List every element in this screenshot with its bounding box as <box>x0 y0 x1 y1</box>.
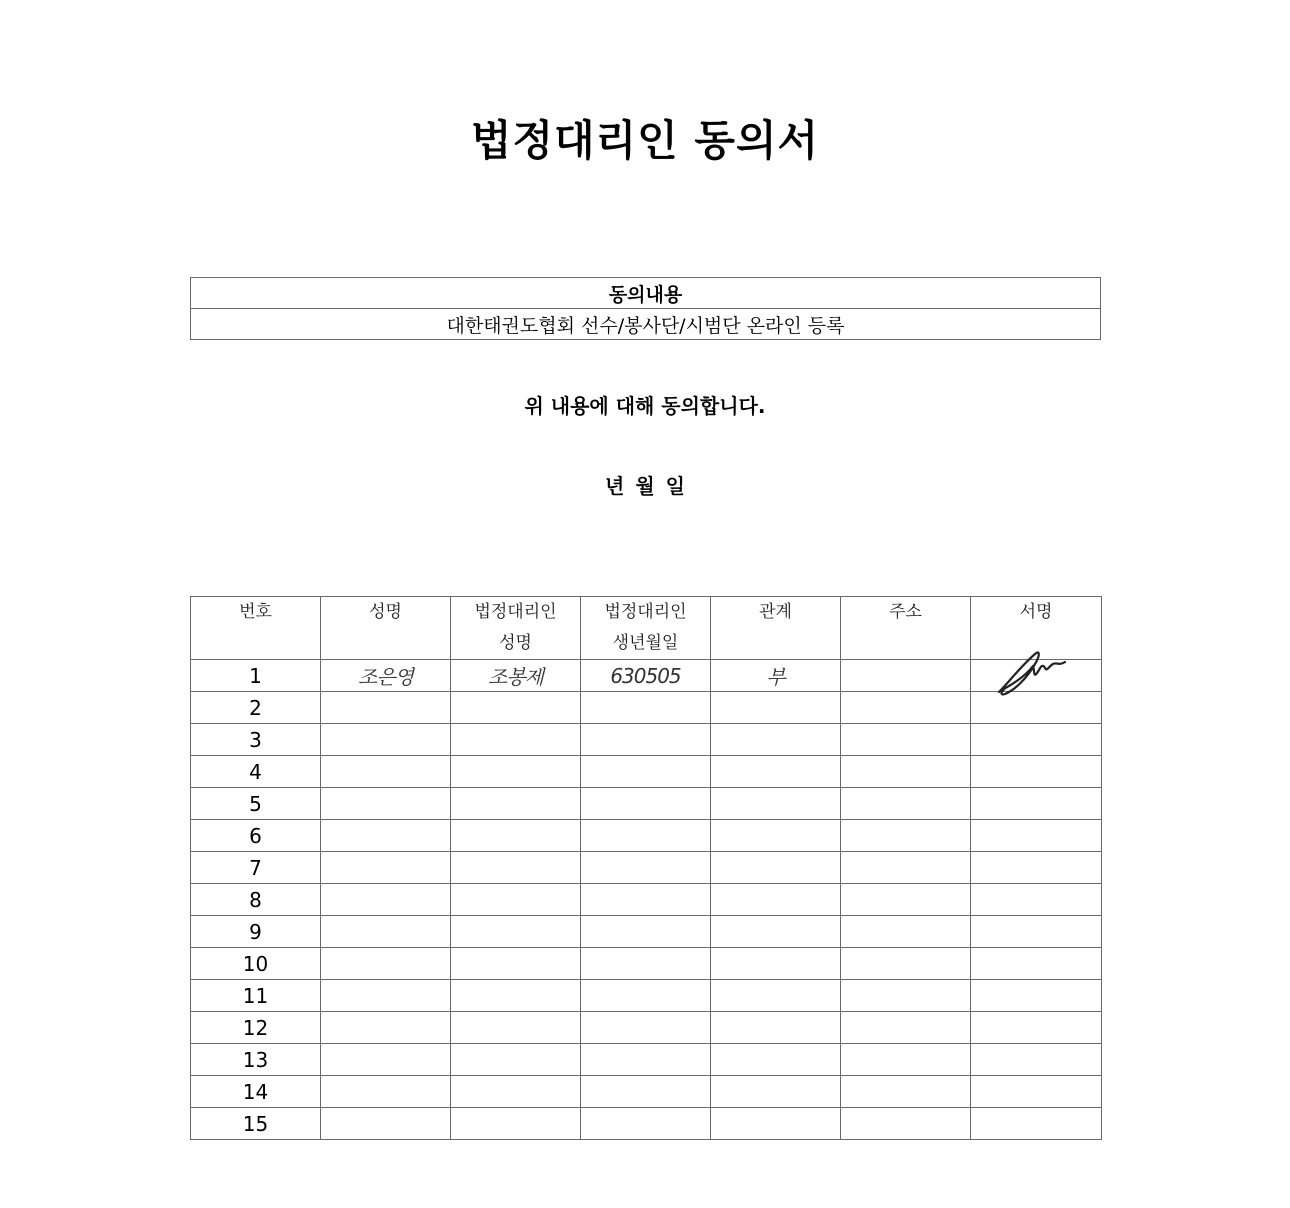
address-cell <box>841 660 971 692</box>
table-header-row <box>191 597 1102 660</box>
address-cell <box>841 1108 971 1140</box>
row-number: 12 <box>191 1012 321 1044</box>
signature-cell <box>971 1044 1102 1076</box>
guardian-birth-cell <box>581 724 711 756</box>
table-row <box>191 1012 1102 1044</box>
guardian-name-cell <box>451 1012 581 1044</box>
page-title: 법정대리인 동의서 <box>470 116 820 165</box>
guardian-name-cell <box>451 1044 581 1076</box>
header-guardian-name: 법정대리인 성명 <box>451 597 581 660</box>
signature-cell <box>971 820 1102 852</box>
guardian-name-cell <box>451 724 581 756</box>
guardian-name-cell <box>451 820 581 852</box>
table-row <box>191 820 1102 852</box>
table-row <box>191 1076 1102 1108</box>
name-cell <box>321 820 451 852</box>
signature-cell <box>971 788 1102 820</box>
relation-cell <box>711 948 841 980</box>
address-cell <box>841 980 971 1012</box>
table-row <box>191 884 1102 916</box>
name-cell <box>321 1076 451 1108</box>
guardian-birth-cell <box>581 692 711 724</box>
guardian-name-cell <box>451 852 581 884</box>
row-number: 14 <box>191 1076 321 1108</box>
address-cell <box>841 756 971 788</box>
signature-cell <box>971 980 1102 1012</box>
guardian-name-cell <box>451 916 581 948</box>
signature-cell <box>971 1108 1102 1140</box>
address-cell <box>841 1044 971 1076</box>
relation-cell <box>711 1076 841 1108</box>
name-cell <box>321 884 451 916</box>
name-cell <box>321 1044 451 1076</box>
signature-cell <box>971 948 1102 980</box>
date-line: 년 월 일 <box>605 474 685 498</box>
address-cell <box>841 884 971 916</box>
row-number: 9 <box>191 916 321 948</box>
agreement-text: 위 내용에 대해 동의합니다. <box>524 394 766 418</box>
row-number: 3 <box>191 724 321 756</box>
name-cell <box>321 852 451 884</box>
guardian-birth-cell <box>581 852 711 884</box>
row-number: 4 <box>191 756 321 788</box>
address-cell <box>841 724 971 756</box>
table-row <box>191 692 1102 724</box>
guardian-birth-cell <box>581 756 711 788</box>
address-cell <box>841 852 971 884</box>
row-number: 1 <box>191 660 321 692</box>
name-cell <box>321 948 451 980</box>
name-cell <box>321 692 451 724</box>
signature-cell <box>971 852 1102 884</box>
row-number: 8 <box>191 884 321 916</box>
guardian-name-cell <box>451 980 581 1012</box>
header-address: 주소 <box>841 597 971 660</box>
row-number: 15 <box>191 1108 321 1140</box>
address-cell <box>841 1076 971 1108</box>
guardian-birth-cell <box>581 1044 711 1076</box>
signature-cell <box>971 724 1102 756</box>
header-signature: 서명 <box>971 597 1102 660</box>
address-cell <box>841 1012 971 1044</box>
guardian-birth-cell <box>581 788 711 820</box>
guardian-name-cell <box>451 788 581 820</box>
table-row <box>191 916 1102 948</box>
table-row <box>191 852 1102 884</box>
signature-cell <box>971 756 1102 788</box>
signature-table <box>190 596 1102 1140</box>
name-cell <box>321 724 451 756</box>
table-row <box>191 788 1102 820</box>
name-cell <box>321 1108 451 1140</box>
consent-table <box>190 277 1101 340</box>
relation-cell <box>711 884 841 916</box>
guardian-birth-cell <box>581 948 711 980</box>
guardian-birth-cell <box>581 980 711 1012</box>
guardian-birth-cell: 630505 <box>581 660 711 692</box>
consent-header: 동의내용 <box>191 278 1101 309</box>
guardian-birth-cell <box>581 1076 711 1108</box>
row-number: 7 <box>191 852 321 884</box>
header-guardian-birth: 법정대리인 생년월일 <box>581 597 711 660</box>
table-row <box>191 948 1102 980</box>
guardian-birth-cell <box>581 820 711 852</box>
address-cell <box>841 788 971 820</box>
name-cell: 조은영 <box>321 660 451 692</box>
table-row <box>191 1108 1102 1140</box>
guardian-birth-cell <box>581 1012 711 1044</box>
relation-cell <box>711 916 841 948</box>
table-row <box>191 660 1102 692</box>
relation-cell <box>711 756 841 788</box>
name-cell <box>321 1012 451 1044</box>
consent-content: 대한태권도협회 선수/봉사단/시범단 온라인 등록 <box>191 309 1101 340</box>
row-number: 6 <box>191 820 321 852</box>
guardian-name-cell <box>451 692 581 724</box>
address-cell <box>841 948 971 980</box>
guardian-name-cell <box>451 948 581 980</box>
header-relation: 관계 <box>711 597 841 660</box>
relation-cell <box>711 724 841 756</box>
guardian-name-cell <box>451 884 581 916</box>
name-cell <box>321 788 451 820</box>
relation-cell <box>711 1012 841 1044</box>
relation-cell <box>711 788 841 820</box>
guardian-name-cell: 조봉제 <box>451 660 581 692</box>
table-row <box>191 980 1102 1012</box>
table-row <box>191 724 1102 756</box>
relation-cell <box>711 1044 841 1076</box>
signature-cell <box>971 1076 1102 1108</box>
name-cell <box>321 916 451 948</box>
address-cell <box>841 916 971 948</box>
relation-cell <box>711 1108 841 1140</box>
row-number: 11 <box>191 980 321 1012</box>
relation-cell <box>711 980 841 1012</box>
signature-cell <box>971 884 1102 916</box>
row-number: 10 <box>191 948 321 980</box>
guardian-birth-cell <box>581 916 711 948</box>
address-cell <box>841 692 971 724</box>
signature-cell <box>971 692 1102 724</box>
name-cell <box>321 756 451 788</box>
relation-cell <box>711 820 841 852</box>
signature-cell <box>971 916 1102 948</box>
relation-cell: 부 <box>711 660 841 692</box>
row-number: 5 <box>191 788 321 820</box>
address-cell <box>841 820 971 852</box>
header-no: 번호 <box>191 597 321 660</box>
name-cell <box>321 980 451 1012</box>
guardian-name-cell <box>451 1076 581 1108</box>
relation-cell <box>711 692 841 724</box>
relation-cell <box>711 852 841 884</box>
guardian-birth-cell <box>581 884 711 916</box>
row-number: 13 <box>191 1044 321 1076</box>
signature-cell <box>971 1012 1102 1044</box>
signature-cell <box>971 660 1102 692</box>
guardian-birth-cell <box>581 1108 711 1140</box>
guardian-name-cell <box>451 1108 581 1140</box>
table-row <box>191 1044 1102 1076</box>
header-name: 성명 <box>321 597 451 660</box>
table-row <box>191 756 1102 788</box>
row-number: 2 <box>191 692 321 724</box>
guardian-name-cell <box>451 756 581 788</box>
